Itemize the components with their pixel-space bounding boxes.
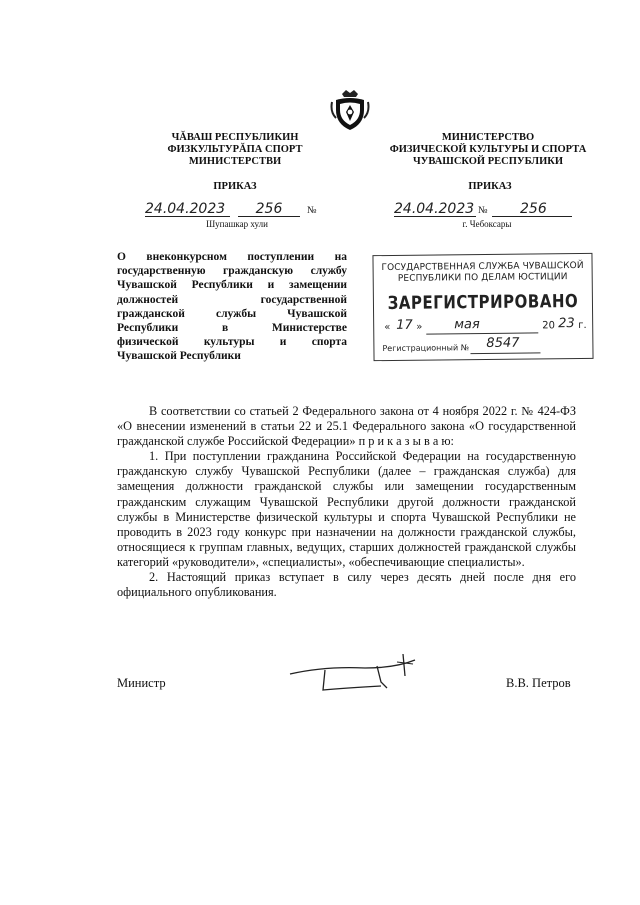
left-order-date: 24.04.2023: [145, 201, 226, 217]
right-ministry-header: [378, 132, 598, 168]
right-header-line2: ФИЗИЧЕСКОЙ КУЛЬТУРЫ И СПОРТА: [389, 144, 587, 155]
right-order-date: 24.04.2023: [394, 201, 475, 217]
stamp-status: ЗАРЕГИСТРИРОВАНО: [387, 290, 579, 314]
stamp-quote-open: «: [384, 321, 391, 334]
order-title: [117, 250, 347, 364]
stamp-month: мая: [454, 317, 480, 333]
stamp-year-label: г.: [578, 319, 587, 332]
left-order-place: Шупашкар хули: [206, 219, 268, 229]
title-line: государственную гражданскую службу: [117, 265, 347, 278]
left-header-line2: ФИЗКУЛЬТУРĂПА СПОРТ: [167, 144, 303, 155]
right-order-label: ПРИКАЗ: [468, 181, 512, 192]
registration-stamp: [372, 253, 593, 361]
left-header-line3: МИНИСТЕРСТВИ: [188, 156, 282, 167]
stamp-year-suffix: 23: [558, 316, 575, 332]
signature-name: В.В. Петров: [506, 676, 571, 690]
left-ministry-header: [150, 132, 320, 168]
right-order-place: г. Чебоксары: [462, 219, 512, 229]
stamp-reg-row: [382, 335, 586, 356]
right-number-line: [492, 200, 572, 217]
left-date-line: [145, 200, 230, 217]
stamp-quote-close: »: [416, 321, 423, 333]
title-line: Республики в Министерстве: [117, 322, 347, 335]
body-paragraph-clause1: 1. При поступлении гражданина Российской Федерации на государственную гражданскую службу Чувашской Республики (далее – гражданская служба) для замещения должности гражданской службы или замещении государственным гражданским служащим Чувашской Республики другой должности гражданской службы в Министерстве физической культуры и спорта Чувашской Республики не проводить в 2023 году конкурс при назначении на должности гражданской службы, относящиеся к группам главных, ведущих, старших должностей гражданской службы категорий «руководители», «специалисты», «обеспечивающие специалисты».: [117, 449, 576, 569]
right-header-line3: ЧУВАШСКОЙ РЕСПУБЛИКИ: [412, 156, 564, 167]
stamp-reg-label: Регистрационный №: [382, 343, 470, 354]
body-paragraph-clause2: 2. Настоящий приказ вступает в силу через десять дней после дня его официального опубликования.: [117, 570, 576, 600]
order-body: [117, 404, 576, 600]
stamp-day: 17: [396, 317, 413, 333]
left-order-number: 256: [255, 201, 283, 217]
stamp-authority-line2: РЕСПУБЛИКИ ПО ДЕЛАМ ЮСТИЦИИ: [397, 272, 568, 284]
title-line: Чувашской Республики и замещении: [117, 279, 347, 292]
stamp-reg-number: 8547: [486, 335, 520, 351]
stamp-year-prefix: 20: [542, 320, 555, 332]
stamp-date-row: [384, 316, 587, 336]
left-number-sign: №: [307, 205, 317, 216]
left-number-line: [238, 200, 300, 217]
left-order-label: ПРИКАЗ: [213, 181, 257, 192]
title-line: должностей государственной: [117, 293, 347, 306]
right-number-sign: №: [478, 205, 488, 216]
body-paragraph-preamble: В соответствии со статьей 2 Федерального закона от 4 ноября 2022 г. № 424-ФЗ «О внесении изменений в статьи 22 и 25.1 Федерального закона «О государственной гражданской службе Российской Федерации» п р и к а з ы в а ю:: [117, 404, 576, 449]
signature-position: Министр: [117, 676, 166, 690]
coat-of-arms-emblem: [330, 88, 370, 132]
right-header-line1: МИНИСТЕРСТВО: [441, 132, 535, 143]
title-line: О внеконкурсном поступлении на: [117, 251, 347, 263]
right-order-number: 256: [520, 201, 547, 217]
title-line: физической культуры и спорта: [117, 336, 347, 349]
left-header-line1: ЧĂВАШ РЕСПУБЛИКИН: [171, 132, 299, 143]
stamp-authority-line1: ГОСУДАРСТВЕННАЯ СЛУЖБА ЧУВАШСКОЙ: [381, 260, 584, 274]
title-line: гражданской службы Чувашской: [117, 307, 347, 320]
right-date-line: [394, 200, 476, 217]
title-line: Чувашской Республики: [117, 350, 241, 363]
handwritten-signature: [285, 652, 435, 694]
